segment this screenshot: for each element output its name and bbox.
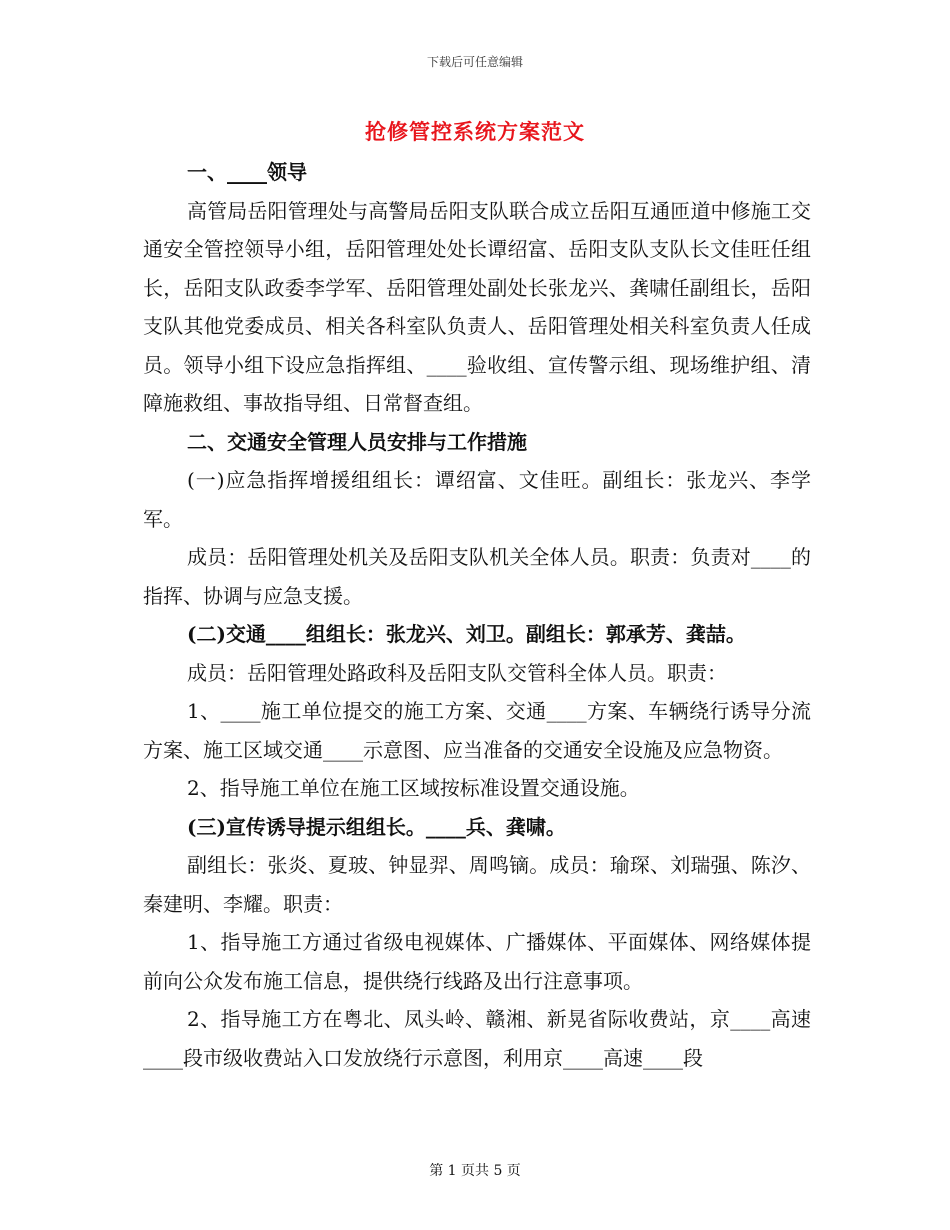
document-title: 抢修管控系统方案范文 <box>365 119 585 144</box>
subsection-3-duty-2: 2、指导施工方在粤北、凤头岭、赣湘、新晃省际收费站，京____高速____段市级收费站入口发放绕行示意图，利用京____高速____段 <box>143 1007 811 1070</box>
subsection-2-duty-2: 2、指导施工单位在施工区域按标准设置交通设施。 <box>187 776 640 800</box>
subsection-3-members: 副组长：张炎、夏玻、钟显羿、周鸣镝。成员：瑜琛、刘瑞强、陈汐、秦建明、李耀。职责： <box>143 853 811 916</box>
page-footer: 第 1 页共 5 页 <box>429 1163 521 1179</box>
subsection-2-leaders: (二)交通____组组长：张龙兴、刘卫。副组长：郭承芳、龚喆。 <box>187 622 746 646</box>
document-body <box>143 153 811 1077</box>
subsection-3-duty-1: 1、指导施工方通过省级电视媒体、广播媒体、平面媒体、网络媒体提前向公众发布施工信息，提供绕行线路及出行注意事项。 <box>143 930 811 993</box>
subsection-1-members: 成员：岳阳管理处机关及岳阳支队机关全体人员。职责：负责对____的指挥、协调与应急支援。 <box>143 545 811 608</box>
subsection-1-leaders: (一)应急指挥增援组组长：谭绍富、文佳旺。副组长：张龙兴、李学军。 <box>143 468 811 531</box>
subsection-2-members: 成员：岳阳管理处路政科及岳阳支队交管科全体人员。职责： <box>187 660 727 685</box>
subsection-3-leaders: (三)宣传诱导提示组组长。____兵、龚啸。 <box>187 814 566 839</box>
section-2-heading: 二、交通安全管理人员安排与工作措施 <box>187 429 527 454</box>
section-1-paragraph: 高管局岳阳管理处与高警局岳阳支队联合成立岳阳互通匝道中修施工交通安全管控领导小组，岳阳管理处处长谭绍富、岳阳支队支队长文佳旺任组长，岳阳支队政委李学军、岳阳管理处副处长张龙兴、龚啸任副组长，岳阳支队其他党委成员、相关各科室队负责人、岳阳管理处相关科室负责人任成员。领导小组下设应急指挥组、____验收组、宣传警示组、现场维护组、清障施救组、事故指导组、日常督查组。 <box>143 198 811 415</box>
section-1-heading: 一、____领导 <box>187 160 307 184</box>
page-header: 下载后可任意编辑 <box>426 55 523 69</box>
subsection-2-duty-1: 1、____施工单位提交的施工方案、交通____方案、车辆绕行诱导分流方案、施工区域交通____示意图、应当准备的交通安全设施及应急物资。 <box>143 699 811 762</box>
